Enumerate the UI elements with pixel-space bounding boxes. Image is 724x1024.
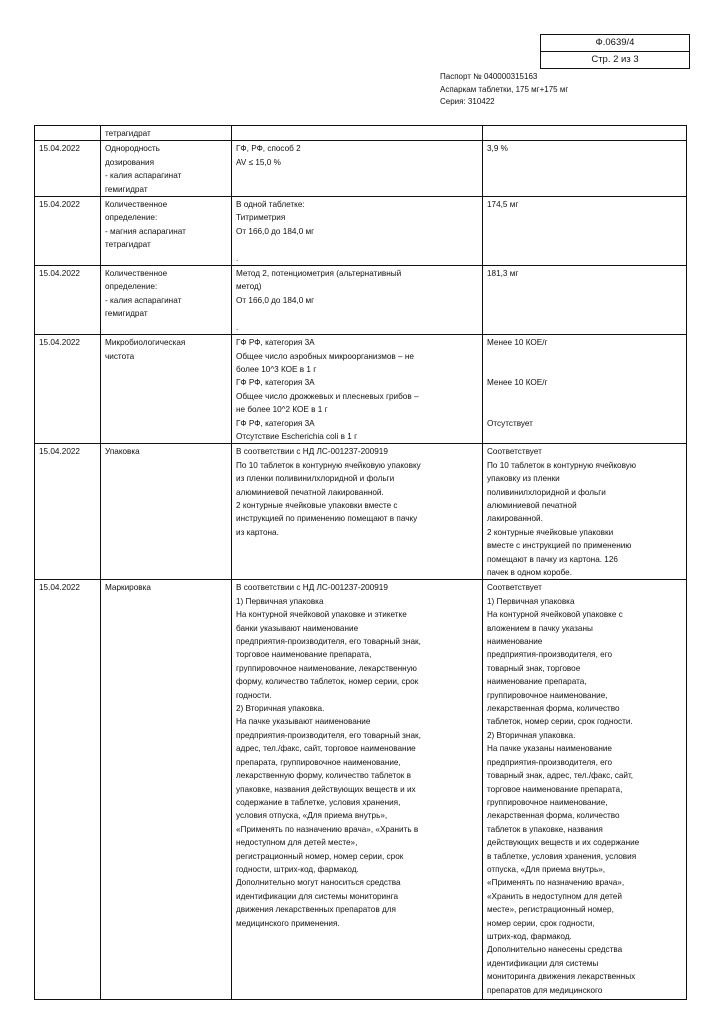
result-cell: [483, 141, 687, 197]
cell-line: Количественное: [105, 269, 168, 279]
cell-line: наименование препарата,: [487, 677, 587, 687]
cell-line: из пленки поливинилхлоридной и фольги: [236, 474, 395, 484]
test-name-cell: [101, 266, 232, 335]
cell-line: ГФ РФ, категория 3А: [236, 378, 315, 388]
cell-line: инструкцией по применению помещают в пачку: [236, 514, 418, 524]
cell-line: недоступном для детей месте»,: [236, 838, 358, 848]
cell-line: годности, штрих-код, фармакод.: [236, 864, 359, 874]
cell-line: Соответствует: [487, 447, 542, 457]
cell-line: банки указывают наименование: [236, 623, 359, 633]
cell-line: По 10 таблеток в контурную ячейковую: [487, 460, 637, 470]
cell-line: [236, 307, 478, 320]
cell-line: Титриметрия: [236, 213, 286, 223]
cell-line: Менее 10 КОЕ/г: [487, 338, 548, 348]
cell-line: ГФ РФ, категория 3А: [236, 338, 315, 348]
cell-line: таблеток, номер серии, срок годности.: [487, 717, 633, 727]
form-code: Ф.0639/4: [595, 37, 635, 48]
cell-line: группировочное наименование,: [487, 797, 608, 807]
cell-line: Метод 2, потенциометрия (альтернативный: [236, 269, 402, 279]
table-row: [35, 197, 687, 266]
cell-line: алюминиевой печатной лакированной.: [236, 487, 384, 497]
cell-line: в таблетке, условия хранения, условия: [487, 851, 637, 861]
cell-line: По 10 таблеток в контурную ячейковую упаковку: [236, 460, 421, 470]
cell-line: «Применять по назначению врача»,: [487, 878, 625, 888]
test-name-cell: [101, 141, 232, 197]
cell-line: адрес, тел./факс, сайт, торговое наименование: [236, 744, 416, 754]
test-name-cell: [101, 335, 232, 444]
cell-line: .: [236, 322, 239, 332]
product-name: Аспаркам таблетки, 175 мг+175 мг: [440, 84, 569, 94]
cell-line: предприятия-производителя, его: [487, 650, 613, 660]
cell-line: На контурной ячейковой упаковке и этикетке: [236, 610, 407, 620]
table-row: [35, 580, 687, 1000]
norm-cell: [232, 141, 483, 197]
cell-line: номер серии, срок годности,: [487, 918, 595, 928]
cell-line: Соответствует: [487, 583, 542, 593]
cell-line: препаратов для медицинского: [487, 985, 603, 995]
cell-line: тетрагидрат: [105, 240, 151, 250]
cell-line: группировочное наименование, лекарственную: [236, 663, 417, 673]
cell-line: Отсутствие Escherichia coli в 1 г: [236, 431, 358, 441]
cell-line: [487, 403, 682, 416]
cell-line: От 166,0 до 184,0 мг: [236, 295, 315, 305]
result-cell: [483, 266, 687, 335]
cell-line: 181,3 мг: [487, 269, 519, 279]
cell-line: метод): [236, 282, 262, 292]
cell-line: В соответствии с НД ЛС-001237-200919: [236, 583, 388, 593]
cell-line: товарный знак, адрес, тел./факс, сайт,: [487, 771, 634, 781]
cell-line: 2 контурные ячейковые упаковки: [487, 527, 614, 537]
cell-line: месте», регистрационный номер,: [487, 905, 614, 915]
date-cell: 15.04.2022: [35, 580, 101, 1000]
result-cell: [483, 197, 687, 266]
cell-line: Однородность: [105, 144, 160, 154]
test-name-cell: [101, 126, 232, 141]
cell-line: лекарственную форму, количество таблеток в: [236, 771, 411, 781]
cell-line: 1) Первичная упаковка: [236, 596, 324, 606]
cell-line: помещают в пачку из картона. 126: [487, 554, 618, 564]
cell-line: пачек в одном коробе.: [487, 568, 572, 577]
cell-line: ГФ, РФ, способ 2: [236, 144, 301, 154]
cell-line: 3,9 %: [487, 144, 508, 154]
cell-line: годности.: [236, 690, 272, 700]
cell-line: условия отпуска, «Для приема внутрь»,: [236, 811, 388, 821]
cell-line: предприятия-производителя, его: [487, 757, 613, 767]
cell-line: [487, 363, 682, 376]
test-name-cell: [101, 444, 232, 580]
cell-line: идентификации для системы: [487, 958, 599, 968]
cell-line: определение:: [105, 282, 158, 292]
date-cell: 15.04.2022: [35, 266, 101, 335]
cell-line: [236, 238, 478, 251]
cell-line: Количественное: [105, 200, 168, 210]
table-row: [35, 335, 687, 444]
cell-line: алюминиевой печатной: [487, 500, 577, 510]
table-row: [35, 266, 687, 335]
norm-cell: [232, 197, 483, 266]
cell-line: упаковку из пленки: [487, 474, 560, 484]
document-header: [440, 71, 568, 109]
result-cell: [483, 335, 687, 444]
cell-line: содержание в таблетке, условия хранения,: [236, 797, 401, 807]
cell-line: регистрационный номер, номер серии, срок: [236, 851, 404, 861]
date-cell: 15.04.2022: [35, 141, 101, 197]
cell-line: вложением в пачку указаны: [487, 623, 593, 633]
cell-line: Маркировка: [105, 583, 151, 593]
cell-line: - магния аспарагинат: [105, 226, 186, 236]
cell-line: В одной таблетке:: [236, 200, 305, 210]
form-code-box: [540, 34, 690, 69]
series-number: Серия: 310422: [440, 97, 495, 106]
cell-line: дозирования: [105, 157, 155, 167]
cell-line: штрих-код, фармакод.: [487, 931, 572, 941]
cell-line: из картона.: [236, 527, 279, 537]
table-row: [35, 444, 687, 580]
result-cell: [483, 126, 687, 141]
norm-cell: [232, 126, 483, 141]
cell-line: Менее 10 КОЕ/г: [487, 378, 548, 388]
cell-line: чистота: [105, 351, 135, 361]
passport-number: Паспорт № 040000315163: [440, 72, 538, 81]
cell-line: наименование: [487, 637, 543, 647]
cell-line: движения лекарственных препаратов для: [236, 905, 396, 915]
table-row: [35, 126, 687, 141]
cell-line: Общее число аэробных микроорганизмов – не: [236, 351, 414, 361]
cell-line: отпуска, «Для приема внутрь»,: [487, 864, 606, 874]
cell-line: гемигидрат: [105, 309, 148, 319]
norm-cell: [232, 444, 483, 580]
cell-line: От 166,0 до 184,0 мг: [236, 226, 315, 236]
cell-line: определение:: [105, 213, 158, 223]
date-cell: 15.04.2022: [35, 335, 101, 444]
cell-line: не более 10^2 КОЕ в 1 г: [236, 405, 328, 415]
cell-line: 2) Вторичная упаковка.: [236, 704, 325, 714]
cell-line: форму, количество таблеток, номер серии, срок: [236, 677, 419, 687]
cell-line: 174,5 мг: [487, 200, 519, 210]
cell-line: вместе с инструкцией по применению: [487, 541, 632, 551]
cell-line: Отсутствует: [487, 418, 533, 428]
cell-line: поливинилхлоридной и фольги: [487, 487, 606, 497]
test-results-table: [34, 125, 687, 1000]
result-cell: [483, 580, 687, 1000]
table-row: [35, 141, 687, 197]
cell-line: В соответствии с НД ЛС-001237-200919: [236, 447, 388, 457]
cell-line: ГФ РФ, категория 3А: [236, 418, 315, 428]
cell-line: предприятия-производителя, его товарный знак,: [236, 637, 421, 647]
cell-line: препарата, группировочное наименование,: [236, 757, 401, 767]
cell-line: лакированной.: [487, 514, 543, 524]
cell-line: торговое наименование препарата,: [487, 784, 623, 794]
cell-line: предприятия-производителя, его товарный знак,: [236, 730, 421, 740]
cell-line: торговое наименование препарата,: [236, 650, 372, 660]
test-name-cell: [101, 580, 232, 1000]
cell-line: Микробиологическая: [105, 338, 186, 348]
cell-line: «Хранить в недоступном для детей: [487, 891, 622, 901]
cell-line: 2) Вторичная упаковка.: [487, 730, 576, 740]
cell-line: таблеток в упаковке, названия: [487, 824, 603, 834]
norm-cell: [232, 266, 483, 335]
cell-line: товарный знак, торговое: [487, 663, 581, 673]
cell-line: лекарственная форма, количество: [487, 704, 620, 714]
date-cell: 15.04.2022: [35, 197, 101, 266]
cell-line: тетрагидрат: [105, 129, 151, 138]
cell-line: действующих веществ и их содержание: [487, 838, 640, 848]
cell-line: гемигидрат: [105, 184, 148, 194]
cell-line: группировочное наименование,: [487, 690, 608, 700]
cell-line: Дополнительно могут наноситься средства: [236, 878, 401, 888]
test-name-cell: [101, 197, 232, 266]
cell-line: «Применять по назначению врача», «Хранить в: [236, 824, 419, 834]
date-cell: [35, 126, 101, 141]
cell-line: Общее число дрожжевых и плесневых грибов –: [236, 391, 419, 401]
cell-line: На пачке указывают наименование: [236, 717, 371, 727]
cell-line: На пачке указаны наименование: [487, 744, 612, 754]
cell-line: На контурной ячейковой упаковке с: [487, 610, 623, 620]
cell-line: лекарственная форма, количество: [487, 811, 620, 821]
cell-line: более 10^3 КОЕ в 1 г: [236, 364, 317, 374]
result-cell: [483, 444, 687, 580]
cell-line: - калия аспарагинат: [105, 295, 182, 305]
cell-line: Упаковка: [105, 447, 140, 457]
cell-line: Дополнительно нанесены средства: [487, 945, 623, 955]
cell-line: упаковке, названия действующих веществ и их: [236, 784, 416, 794]
cell-line: 2 контурные ячейковые упаковки вместе с: [236, 500, 398, 510]
cell-line: AV ≤ 15,0 %: [236, 157, 281, 167]
cell-line: 1) Первичная упаковка: [487, 596, 575, 606]
page-number: Стр. 2 из 3: [541, 51, 689, 68]
cell-line: [487, 350, 682, 363]
cell-line: идентификации для системы мониторинга: [236, 891, 399, 901]
cell-line: [487, 390, 682, 403]
cell-line: мониторинга движения лекарственных: [487, 972, 636, 982]
cell-line: медицинского применения.: [236, 918, 340, 928]
cell-line: - калия аспарагинат: [105, 171, 182, 181]
date-cell: 15.04.2022: [35, 444, 101, 580]
norm-cell: [232, 580, 483, 1000]
norm-cell: [232, 335, 483, 444]
cell-line: .: [236, 253, 239, 263]
